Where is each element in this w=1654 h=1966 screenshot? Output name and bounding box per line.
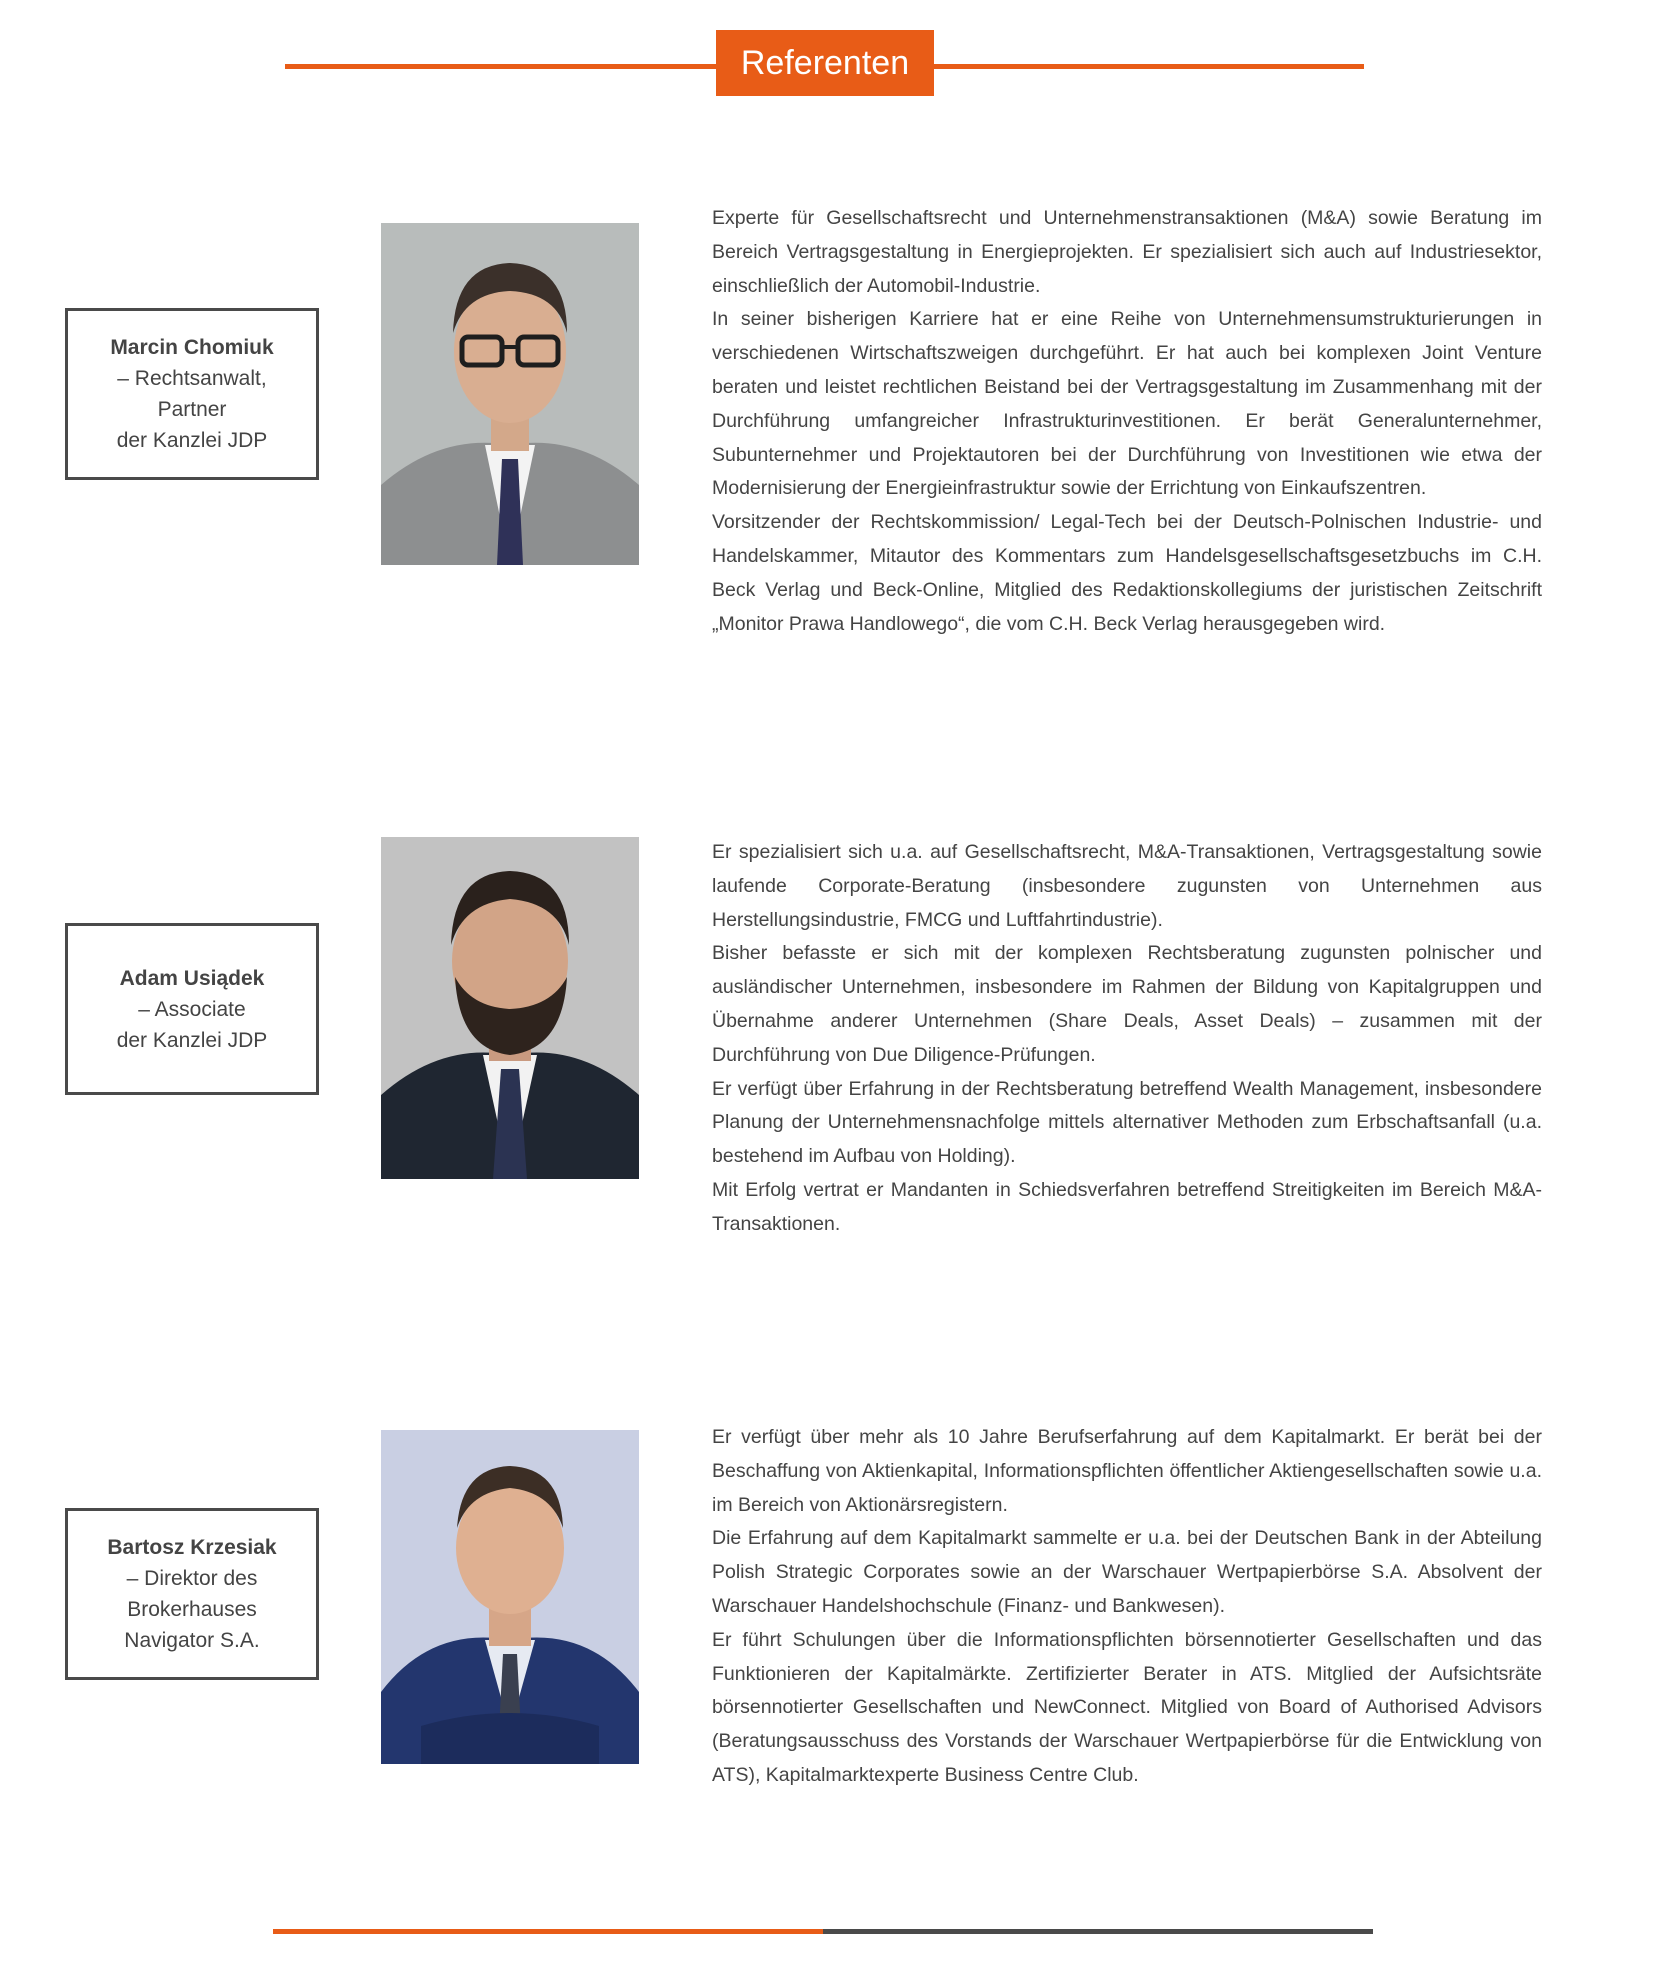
portrait-photo: [381, 1430, 639, 1764]
bio-paragraph: Experte für Gesellschaftsrecht und Unternehmenstransaktionen (M&A) sowie Beratung im Bereich Vertragsgestaltung in Energieprojekten. Er spezialisiert sich auch auf Industriesektor, einschließlich der Automobil-Industrie.: [712, 207, 1542, 297]
speaker-bio: [712, 202, 1542, 641]
header-line-left: [285, 64, 717, 69]
bio-paragraph: Mit Erfolg vertrat er Mandanten in Schiedsverfahren betreffend Streitigkeiten im Bereich M&A-Transaktionen.: [712, 1178, 1542, 1235]
speaker-bio: [712, 836, 1542, 1242]
bio-paragraph: Die Erfahrung auf dem Kapitalmarkt sammelte er u.a. bei der Deutschen Bank in der Abteilung Polish Strategic Corporates sowie an der Warschauer Wertpapierbörse S.A. Absolvent der Warschauer Handelshochschule (Finanz- und Bankwesen).: [712, 1527, 1542, 1617]
header-line-right: [933, 64, 1364, 69]
portrait-photo: [381, 837, 639, 1179]
bio-paragraph: Er verfügt über Erfahrung in der Rechtsberatung betreffend Wealth Management, insbesondere Planung der Unternehmensnachfolge mittels alternativer Methoden zum Erbschaftsanfall (u.a. bestehend im Aufbau von Holding).: [712, 1077, 1542, 1168]
bio-paragraph: Er verfügt über mehr als 10 Jahre Berufserfahrung auf dem Kapitalmarkt. Er berät bei der Beschaffung von Aktienkapital, Informationspflichten öffentlicher Aktiengesellschaften sowie u.a. im Bereich von Aktionärsregistern.: [712, 1426, 1542, 1516]
speaker-role-line: Navigator S.A.: [124, 1629, 260, 1652]
speaker-name: Bartosz Krzesiak: [107, 1536, 277, 1559]
speaker-name: Adam Usiądek: [119, 966, 265, 990]
page-title: Referenten: [716, 30, 934, 96]
speaker-role-line: der Kanzlei JDP: [116, 1028, 268, 1052]
speaker-role-line: Brokerhauses: [127, 1598, 257, 1621]
speaker-role-line: – Direktor des: [126, 1567, 258, 1590]
bio-paragraph: Vorsitzender der Rechtskommission/ Legal-Tech bei der Deutsch-Polnischen Industrie- und Handelskammer, Mitautor des Kommentars zum Handelsgesellschaftsgesetzbuchs im C.H. Beck Verlag und Beck-Online, Mitglied des Redaktionskollegiums der juristischen Zeitschrift „Monitor Prawa Handlowego“, die vom C.H. Beck Verlag herausgegeben wird.: [712, 511, 1542, 635]
bio-paragraph: Er führt Schulungen über die Informationspflichten börsennotierter Gesellschaften und das Funktionieren der Kapitalmärkte. Zertifizierter Berater in ATS. Mitglied der Aufsichtsräte börsennotierter Gesellschaften und NewConnect. Mitglied von Board of Authorised Advisors (Beratungsausschuss des Vorstands der Warschauer Wertpapierbörse für die Entwicklung von ATS), Kapitalmarktexperte Business Centre Club.: [712, 1628, 1542, 1786]
speaker-role-line: Partner: [157, 398, 227, 421]
speaker-name: Marcin Chomiuk: [110, 336, 274, 359]
speaker-role-line: – Rechtsanwalt,: [117, 367, 267, 390]
speaker-role-line: der Kanzlei JDP: [116, 429, 268, 452]
speaker-bio: [712, 1421, 1542, 1793]
speaker-role-line: – Associate: [138, 997, 246, 1021]
speaker-name-card: [65, 308, 319, 480]
bio-paragraph: Bisher befasste er sich mit der komplexen Rechtsberatung zugunsten polnischer und ausländischer Unternehmen, insbesondere im Rahmen der Bildung von Kapitalgruppen und Übernahme anderer Unternehmen (Share Deals, Asset Deals) – zusammen mit der Durchführung von Due Diligence-Prüfungen.: [712, 942, 1542, 1066]
bio-paragraph: Er spezialisiert sich u.a. auf Gesellschaftsrecht, M&A-Transaktionen, Vertragsgestaltung sowie laufende Corporate-Beratung (insbesondere zugunsten von Unternehmen aus Herstellungsindustrie, FMCG und Luftfahrtindustrie).: [712, 841, 1542, 931]
speaker-name-card: [65, 923, 319, 1095]
speaker-name-card: [65, 1508, 319, 1680]
bio-paragraph: In seiner bisherigen Karriere hat er eine Reihe von Unternehmensumstrukturierungen in verschiedenen Wirtschaftszweigen durchgeführt. Er hat auch bei komplexen Joint Venture beraten und leistet rechtlichen Beistand bei der Vertragsgestaltung im Zusammenhang mit der Durchführung umfangreicher Infrastrukturinvestitionen. Er berät Generalunternehmer, Subunternehmer und Projektautoren bei der Durchführung von Investitionen wie etwa der Modernisierung der Energieinfrastruktur sowie der Errichtung von Einkaufszentren.: [712, 308, 1542, 500]
footer-line-gray: [823, 1929, 1373, 1934]
portrait-photo: [381, 223, 639, 565]
footer-line-orange: [273, 1929, 823, 1934]
